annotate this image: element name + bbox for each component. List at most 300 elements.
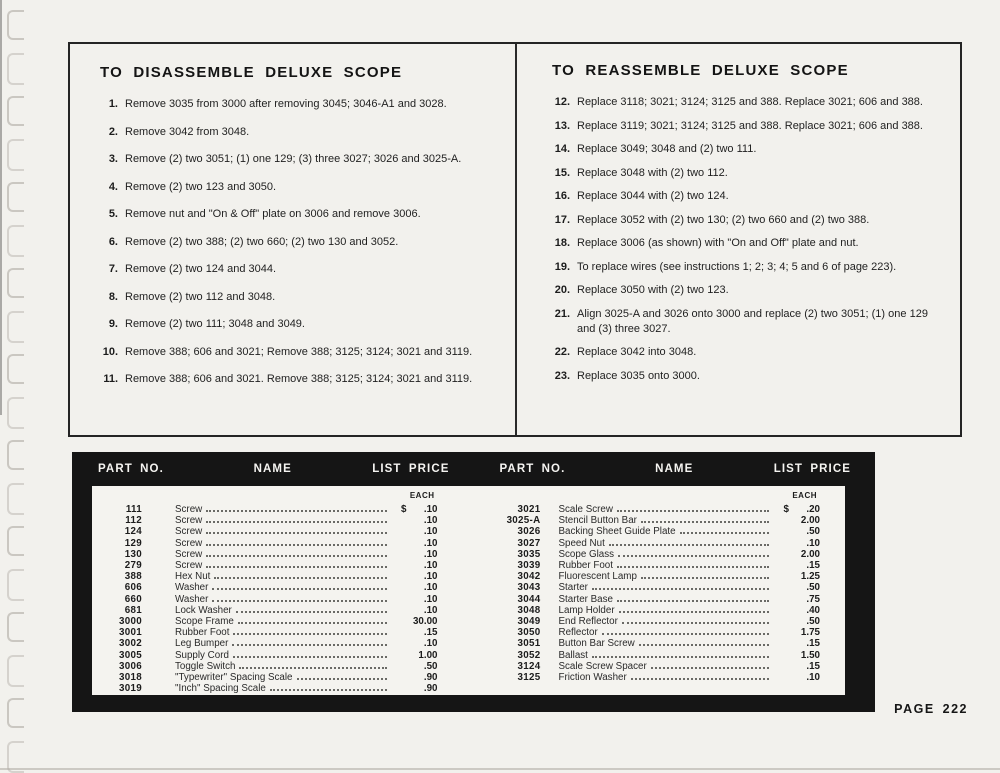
part-name-text: Lamp Holder [558,604,615,616]
price-value: .50 [423,660,438,672]
part-name-text: Screw [175,526,203,538]
step-number: 6. [108,235,118,248]
part-number-cell: 3002 [119,638,142,650]
binding-hole-icon [7,397,24,429]
part-name-text: End Reflector [558,616,618,628]
table-row [92,538,438,549]
price-cell [390,560,438,571]
part-name-cell [142,672,390,683]
part-name-text: Screw [175,537,203,549]
price-value: 1.50 [800,649,820,661]
table-row [469,672,821,683]
price-value: .10 [423,560,438,572]
part-name-cell [541,515,773,526]
binding-hole-icon [7,139,24,171]
part-number-cell: 3039 [517,560,541,572]
table-row [469,515,821,526]
parts-right-column [469,486,846,695]
part-number-cell: 111 [125,504,142,515]
price-value: .10 [423,548,438,560]
table-row [469,661,821,672]
instruction-step [100,345,482,360]
binding-hole-icon [7,483,24,515]
disassemble-title: TO DISASSEMBLE DELUXE SCOPE [100,64,403,81]
part-name-text: Friction Washer [558,672,627,684]
price-value: .75 [806,593,820,605]
part-number-cell: 3050 [517,627,541,639]
instruction-step [100,372,482,387]
dot-leader [297,678,387,680]
price-cell [390,627,438,638]
instruction-step [552,189,928,204]
part-name-cell [142,582,390,593]
price-value: .10 [423,638,438,650]
price-value: .10 [423,526,438,538]
price-value: .50 [806,582,820,594]
step-number: 8. [108,290,118,303]
part-name-text: Stencil Button Bar [558,515,637,527]
price-value: .20 [806,504,820,515]
part-name-cell [142,515,390,526]
part-name-text: Reflector [558,627,598,639]
dot-leader [206,521,386,523]
parts-table-body [92,486,845,695]
price-cell [390,549,438,560]
part-name-cell [142,538,390,549]
dot-leader [592,588,769,590]
table-row [92,515,438,526]
step-text: Remove 388; 606 and 3021; Remove 388; 3125; 3124; 3021 and 3119. [125,345,473,358]
price-value: 1.75 [800,627,820,639]
part-name-text: Fluorescent Lamp [558,571,637,583]
instruction-step [100,97,482,112]
price-value: .10 [423,593,438,605]
dot-leader [238,622,387,624]
each-label: EACH [792,491,817,500]
price-value: .10 [423,515,438,527]
instruction-step [552,283,928,298]
step-number: 9. [108,318,118,330]
table-row [469,571,821,582]
part-number-cell: 3042 [517,571,541,583]
step-number: 7. [108,263,118,275]
part-name-text: Scope Frame [175,616,234,628]
price-cell [772,605,820,616]
table-row [469,526,821,537]
price-value: .90 [423,672,438,684]
parts-table-header [72,452,875,486]
price-value: 30.00 [412,616,438,628]
table-row [469,616,821,627]
part-name-text: Leg Bumper [175,638,229,650]
dot-leader [617,600,769,602]
table-row [469,549,821,560]
column-header-name: NAME [655,463,694,475]
part-name-cell [142,594,390,605]
dot-leader [651,667,769,669]
part-number-cell: 3006 [119,660,142,672]
dot-leader [631,678,769,680]
part-number-cell: 3019 [119,683,142,695]
part-number-cell: 3125 [517,672,541,684]
part-number-cell: 388 [124,571,142,583]
step-number: 19. [554,260,570,273]
part-number-cell: 279 [124,560,142,572]
binding-hole-icon [7,569,24,601]
step-number: 17. [554,213,570,226]
step-number: 20. [554,284,570,296]
instruction-step [100,180,482,195]
part-name-cell [541,661,773,672]
table-row [469,538,821,549]
dot-leader [617,510,769,512]
price-value: .15 [806,560,820,572]
part-name-text: Scope Glass [558,548,615,560]
price-value: .15 [423,627,438,639]
dot-leader [212,588,386,590]
price-cell [772,504,820,515]
step-text: Replace 3052 with (2) two 130; (2) two 660 and (2) two 388. [577,213,870,226]
step-text: Remove (2) two 112 and 3048. [125,290,276,303]
parts-left-column [92,486,469,695]
column-header-part-no: PART NO. [499,463,566,475]
price-cell [772,627,820,638]
part-name-text: Backing Sheet Guide Plate [558,526,676,538]
part-number-cell: 681 [124,604,142,616]
table-row [469,650,821,661]
part-name-cell [541,571,773,582]
binding-hole-icon [7,698,24,728]
column-header-part-no: PART NO. [98,463,164,475]
step-number: 12. [554,96,570,108]
part-name-cell [142,650,390,661]
dot-leader [206,532,386,534]
part-number-cell: 124 [124,526,142,538]
price-cell [772,560,820,571]
price-cell [772,638,820,649]
dot-leader [680,532,769,534]
step-text: Replace 3118; 3021; 3124; 3125 and 388. Replace 3021; 606 and 388. [577,96,923,108]
part-name-cell [541,594,773,605]
instruction-step [100,207,482,222]
instruction-step [100,262,482,277]
part-number-cell: 3018 [119,672,142,684]
dot-leader [592,656,769,658]
table-row [92,627,438,638]
step-text: Replace 3050 with (2) two 123. [577,284,729,296]
header-right-half [474,463,876,475]
part-number-cell: 3027 [517,537,541,549]
table-row [469,594,821,605]
price-cell [390,638,438,649]
binding-hole-icon [7,526,24,556]
part-name-text: Hex Nut [175,571,211,583]
dot-leader [212,600,386,602]
step-text: Remove (2) two 388; (2) two 660; (2) two 130 and 3052. [125,235,399,248]
step-text: Remove nut and "On & Off" plate on 3006 and remove 3006. [125,208,421,220]
dot-leader [641,577,769,579]
part-name-cell [142,683,390,694]
price-cell [772,549,820,560]
step-number: 10. [102,345,118,358]
part-name-text: Scale Screw Spacer [558,660,647,672]
part-name-cell [142,526,390,537]
dot-leader [609,544,769,546]
part-name-cell [142,560,390,571]
binding-hole-icon [7,182,24,212]
each-label-row [469,491,821,504]
instruction-step [552,260,928,275]
step-text: Replace 3044 with (2) two 124. [577,190,729,202]
table-row [92,672,438,683]
price-cell [390,571,438,582]
part-name-cell [142,661,390,672]
disassemble-section [70,44,515,435]
dot-leader [236,611,387,613]
part-name-cell [142,549,390,560]
binding-hole-icon [7,225,24,257]
each-label-row [92,491,438,504]
step-text: Remove 3042 from 3048. [125,125,250,138]
instruction-step [552,307,928,337]
part-name-text: Toggle Switch [175,660,236,672]
binding-hole-icon [7,10,24,40]
price-cell [390,605,438,616]
part-name-text: Screw [175,504,203,515]
instruction-step [552,213,928,228]
binding-hole-icon [7,311,24,343]
binding-hole-icon [7,612,24,642]
dot-leader [239,667,386,669]
table-row [92,616,438,627]
parts-right-rows [469,504,821,683]
dot-leader [618,555,769,557]
instruction-step [552,142,928,157]
part-name-text: Screw [175,548,203,560]
column-header-name: NAME [253,463,292,475]
dot-leader [206,566,386,568]
part-name-text: Rubber Foot [175,627,230,639]
price-cell [390,582,438,593]
table-row [92,549,438,560]
reassemble-steps-list [552,95,928,384]
instruction-step [100,152,482,167]
column-header-list-price: LIST PRICE [372,463,450,475]
binding-hole-icon [7,96,24,126]
part-number-cell: 3051 [517,638,541,650]
part-name-cell [541,650,773,661]
table-row [92,661,438,672]
price-cell [390,515,438,526]
part-number-cell: 112 [125,515,142,527]
table-row [469,638,821,649]
part-number-cell: 3124 [517,660,541,672]
dot-leader [641,521,769,523]
part-number-cell: 3021 [517,504,541,515]
part-name-cell [541,526,773,537]
step-number: 15. [554,166,570,179]
instruction-step [552,369,928,384]
binding-hole-icon [7,440,24,470]
page-bottom-edge [0,768,1000,770]
dot-leader [233,633,386,635]
part-name-cell [541,549,773,560]
price-cell [390,672,438,683]
price-cell [390,616,438,627]
dot-leader [214,577,386,579]
binding-hole-icon [7,268,24,298]
part-name-cell [142,571,390,582]
dot-leader [232,644,386,646]
column-header-list-price: LIST PRICE [773,463,851,475]
part-number-cell: 660 [124,593,142,605]
price-value: 2.00 [800,548,820,560]
price-cell [772,661,820,672]
table-row [92,571,438,582]
binding-holes [0,0,34,773]
part-name-text: "Typewriter" Spacing Scale [175,672,293,684]
part-name-text: Starter Base [558,593,613,605]
part-number-cell: 3044 [517,593,541,605]
price-cell [772,538,820,549]
part-number-cell: 3000 [119,616,142,628]
part-name-cell [142,627,390,638]
dot-leader [619,611,769,613]
currency-sign: $ [401,504,407,515]
part-number-cell: 3035 [517,548,541,560]
part-number-cell: 3026 [517,526,541,538]
part-name-cell [541,627,773,638]
part-number-cell: 3048 [517,604,541,616]
price-cell [390,538,438,549]
table-row [92,526,438,537]
instruction-step [100,290,482,305]
dot-leader [639,644,769,646]
header-left-half [72,463,474,475]
price-cell [772,515,820,526]
part-number-cell: 3043 [517,582,541,594]
instruction-step [552,236,928,251]
price-value: .10 [806,537,820,549]
price-value: .90 [423,683,438,695]
price-cell [772,672,820,683]
price-cell [390,650,438,661]
part-name-cell [541,560,773,571]
step-number: 3. [108,153,118,165]
instructions-panel [68,42,962,437]
instruction-step [100,317,482,332]
price-cell [390,661,438,672]
part-number-cell: 129 [124,537,142,549]
part-name-text: Button Bar Screw [558,638,635,650]
part-number-cell: 3005 [119,649,142,661]
price-value: .10 [423,504,438,515]
dot-leader [206,544,386,546]
dot-leader [602,633,769,635]
table-row [92,638,438,649]
currency-sign: $ [783,504,789,515]
price-cell [390,683,438,694]
price-value: .50 [806,616,820,628]
step-text: Replace 3049; 3048 and (2) two 111. [577,143,757,155]
instruction-step [100,235,482,250]
price-value: 2.00 [800,515,820,527]
part-name-cell [142,605,390,616]
step-number: 2. [108,125,118,138]
step-text: Replace 3035 onto 3000. [577,369,700,382]
price-cell [772,616,820,627]
each-label: EACH [409,491,435,500]
disassemble-steps-list [100,97,482,387]
price-cell [390,526,438,537]
table-row [469,605,821,616]
part-name-text: Starter [558,582,588,594]
price-value: .40 [806,604,820,616]
step-number: 14. [554,143,570,155]
reassemble-title: TO REASSEMBLE DELUXE SCOPE [552,62,849,79]
part-name-cell [541,504,773,515]
step-text: Remove 388; 606 and 3021. Remove 388; 3125; 3124; 3021 and 3119. [125,373,473,385]
part-name-cell [541,616,773,627]
parts-price-table [72,452,875,712]
part-name-text: Screw [175,560,203,572]
price-value: .15 [806,638,820,650]
table-row [469,560,821,571]
step-number: 23. [554,369,570,382]
price-cell [772,594,820,605]
table-row [92,605,438,616]
step-text: Remove (2) two 124 and 3044. [125,263,277,275]
part-name-text: Speed Nut [558,537,605,549]
instruction-step [552,95,928,110]
part-number-cell: 3049 [517,616,541,628]
price-value: .50 [806,526,820,538]
part-name-text: Supply Cord [175,649,229,661]
part-name-cell [142,504,390,515]
part-name-cell [541,605,773,616]
step-number: 22. [554,346,570,358]
price-value: .10 [423,571,438,583]
price-value: 1.00 [418,649,438,661]
table-row [92,650,438,661]
step-text: Replace 3119; 3021; 3124; 3125 and 388. Replace 3021; 606 and 388. [577,119,923,132]
part-name-text: Screw [175,515,203,527]
instruction-step [552,345,928,360]
step-text: To replace wires (see instructions 1; 2; 3; 4; 5 and 6 of page 223). [577,260,897,273]
instruction-step [552,166,928,181]
table-row [92,683,438,694]
price-cell [772,650,820,661]
dot-leader [622,622,769,624]
table-row [469,582,821,593]
table-row [92,504,438,515]
parts-left-rows [92,504,438,694]
part-number-cell: 130 [124,548,142,560]
part-name-text: Washer [175,593,209,605]
step-number: 11. [103,373,118,385]
step-text: Remove (2) two 111; 3048 and 3049. [125,318,305,330]
step-number: 21. [554,307,570,320]
part-name-cell [541,538,773,549]
reassemble-section [515,44,960,435]
price-value: 1.25 [800,571,820,583]
table-row [92,594,438,605]
part-name-text: Lock Washer [175,604,232,616]
table-row [92,560,438,571]
step-number: 18. [554,237,570,249]
instruction-step [100,125,482,140]
step-number: 16. [554,190,570,202]
